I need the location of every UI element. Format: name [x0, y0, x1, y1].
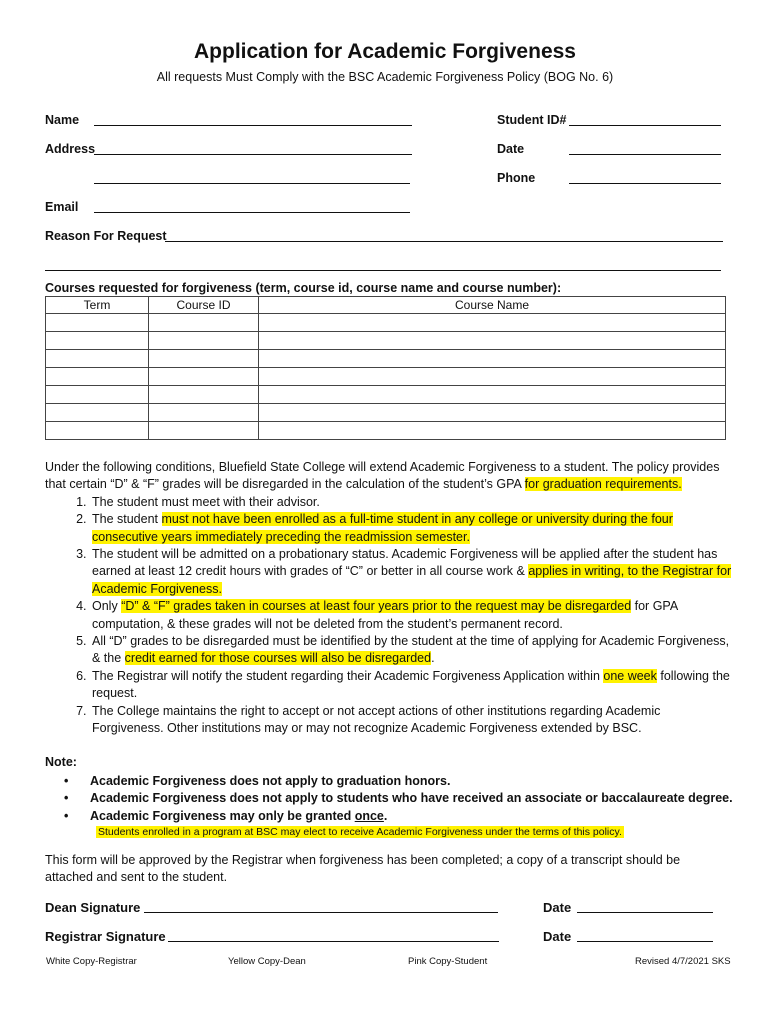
dean-date-row	[543, 900, 571, 915]
dean-signature-field[interactable]	[144, 901, 498, 913]
phone-label: Phone	[497, 171, 536, 185]
condition-text: Only	[92, 599, 122, 614]
condition-text: The student will be admitted on a probationary status. Academic Forgiveness will be applied after the student has earned at least 12 credit hours with grades of “C” or better in all course work &	[92, 547, 718, 579]
notes-list	[64, 773, 733, 825]
registrar-signature-field[interactable]	[168, 930, 499, 942]
table-row	[46, 314, 726, 332]
address-field-line1[interactable]	[94, 143, 412, 155]
policy-intro	[45, 459, 735, 494]
condition-text: following the request.	[92, 668, 730, 701]
course-name-cell[interactable]	[259, 404, 726, 422]
footer-pink-copy: Pink Copy-Student	[408, 956, 488, 967]
condition-item	[90, 511, 735, 546]
condition-text: All “D” grades to be disregarded must be identified by the student at the time of applying for Academic Forgiveness, & the	[92, 634, 730, 666]
name-label: Name	[45, 113, 80, 127]
course-name-cell[interactable]	[259, 368, 726, 386]
table-row	[46, 422, 726, 440]
table-row	[46, 332, 726, 350]
condition-text: The College maintains the right to accept or not accept actions of other institutions regarding Academic Forgiveness. Other institutions may or may not recognize Academic Forgiveness extended by BSC.	[92, 703, 661, 736]
term-cell[interactable]	[46, 422, 149, 440]
student-id-field[interactable]	[569, 114, 721, 126]
dean-signature-label: Dean Signature	[45, 900, 141, 915]
condition-highlight: “D” & “F” grades taken in courses at least four years prior to the request may be disregarded	[121, 599, 632, 614]
policy-intro-highlight: for graduation requirements.	[524, 477, 682, 492]
name-field[interactable]	[94, 114, 412, 126]
student-id-label: Student ID#	[497, 113, 567, 127]
note-underline: once	[354, 808, 384, 823]
term-cell[interactable]	[46, 332, 149, 350]
dean-date-label: Date	[543, 900, 572, 915]
email-row	[45, 200, 78, 214]
address-label: Address	[45, 142, 96, 156]
course-id-cell[interactable]	[149, 422, 259, 440]
phone-field[interactable]	[569, 172, 721, 184]
address-field-line2[interactable]	[94, 172, 410, 184]
note-text: Academic Forgiveness does not apply to graduation honors.	[90, 774, 451, 788]
footer-white-copy: White Copy-Registrar	[46, 956, 137, 967]
registrar-date-field[interactable]	[577, 930, 713, 942]
form-title: Application for Academic Forgiveness	[194, 40, 576, 63]
col-term: Term	[46, 297, 149, 314]
condition-text: The Registrar will notify the student regarding their Academic Forgiveness Application within	[92, 668, 604, 683]
course-id-cell[interactable]	[149, 350, 259, 368]
email-label: Email	[45, 200, 79, 214]
email-field[interactable]	[94, 201, 410, 213]
courses-heading: Courses requested for forgiveness (term, course id, course name and course number):	[45, 281, 562, 295]
course-name-cell[interactable]	[259, 350, 726, 368]
dean-date-field[interactable]	[577, 901, 713, 913]
condition-item	[90, 494, 735, 511]
term-cell[interactable]	[46, 404, 149, 422]
registrar-date-label: Date	[543, 929, 572, 944]
term-cell[interactable]	[46, 386, 149, 404]
condition-highlight: one week	[603, 668, 657, 683]
dean-signature-row	[45, 900, 140, 915]
condition-highlight: must not have been enrolled as a full-time student in any college or university during the four consecutive years immediately preceding the readmission semester.	[92, 512, 673, 544]
date-row	[497, 142, 524, 156]
condition-item	[90, 703, 735, 738]
reason-row	[45, 229, 167, 243]
note-item	[64, 790, 733, 807]
note-item	[64, 773, 733, 790]
date-field[interactable]	[569, 143, 721, 155]
table-row	[46, 368, 726, 386]
registrar-signature-label: Registrar Signature	[45, 929, 166, 944]
registrar-date-row	[543, 929, 571, 944]
course-name-cell[interactable]	[259, 422, 726, 440]
phone-row	[497, 171, 535, 185]
course-id-cell[interactable]	[149, 404, 259, 422]
note-text: Academic Forgiveness does not apply to students who have received an associate or baccalaureate degree.	[90, 791, 733, 806]
courses-table	[45, 296, 726, 440]
program-note: Students enrolled in a program at BSC may elect to receive Academic Forgiveness under the terms of this policy.	[98, 826, 622, 838]
col-course-name: Course Name	[259, 297, 726, 314]
course-name-cell[interactable]	[259, 332, 726, 350]
term-cell[interactable]	[46, 314, 149, 332]
note-text: Academic Forgiveness may only be granted	[90, 808, 355, 823]
footer-revised: Revised 4/7/2021 SKS	[635, 956, 731, 967]
course-name-cell[interactable]	[259, 386, 726, 404]
reason-label: Reason For Request	[45, 229, 167, 243]
reason-field-line1[interactable]	[165, 230, 723, 242]
address-row	[45, 142, 95, 156]
note-text: .	[383, 808, 388, 823]
condition-highlight: credit earned for those courses will also be disregarded	[124, 651, 432, 666]
conditions-list	[90, 494, 735, 738]
table-row	[46, 350, 726, 368]
student-id-row	[497, 113, 566, 127]
name-row	[45, 113, 79, 127]
term-cell[interactable]	[46, 368, 149, 386]
condition-highlight: applies in writing, to the Registrar for Academic Forgiveness.	[92, 564, 732, 596]
condition-item	[90, 546, 735, 598]
form-subtitle: All requests Must Comply with the BSC Academic Forgiveness Policy (BOG No. 6)	[156, 70, 614, 84]
note-label: Note:	[45, 755, 77, 769]
course-id-cell[interactable]	[149, 368, 259, 386]
condition-text: The student	[92, 512, 162, 527]
course-name-cell[interactable]	[259, 314, 726, 332]
condition-item	[90, 668, 735, 703]
closing-text: This form will be approved by the Registrar when forgiveness has been completed; a copy of a transcript should be attached and sent to the student.	[45, 853, 681, 885]
registrar-signature-row	[45, 929, 166, 944]
course-id-cell[interactable]	[149, 314, 259, 332]
term-cell[interactable]	[46, 350, 149, 368]
condition-item	[90, 598, 735, 633]
policy-section	[45, 459, 735, 738]
reason-field-line2[interactable]	[45, 259, 721, 271]
course-id-cell[interactable]	[149, 332, 259, 350]
condition-item	[90, 633, 735, 668]
table-row	[46, 404, 726, 422]
note-item	[64, 808, 733, 825]
condition-text: for GPA computation, & these grades will not be deleted from the student’s permanent record.	[92, 599, 678, 631]
footer-yellow-copy: Yellow Copy-Dean	[228, 956, 306, 967]
policy-intro-text: Under the following conditions, Bluefield State College will extend Academic Forgiveness to a student. The policy provides that certain “D” & “F” grades will be disregarded in the calculation of the student’s GPA	[45, 460, 720, 492]
course-id-cell[interactable]	[149, 386, 259, 404]
condition-text: .	[431, 651, 435, 666]
col-course-id: Course ID	[149, 297, 259, 314]
condition-text: The student must meet with their advisor.	[92, 494, 320, 509]
table-row	[46, 386, 726, 404]
date-label: Date	[497, 142, 525, 156]
